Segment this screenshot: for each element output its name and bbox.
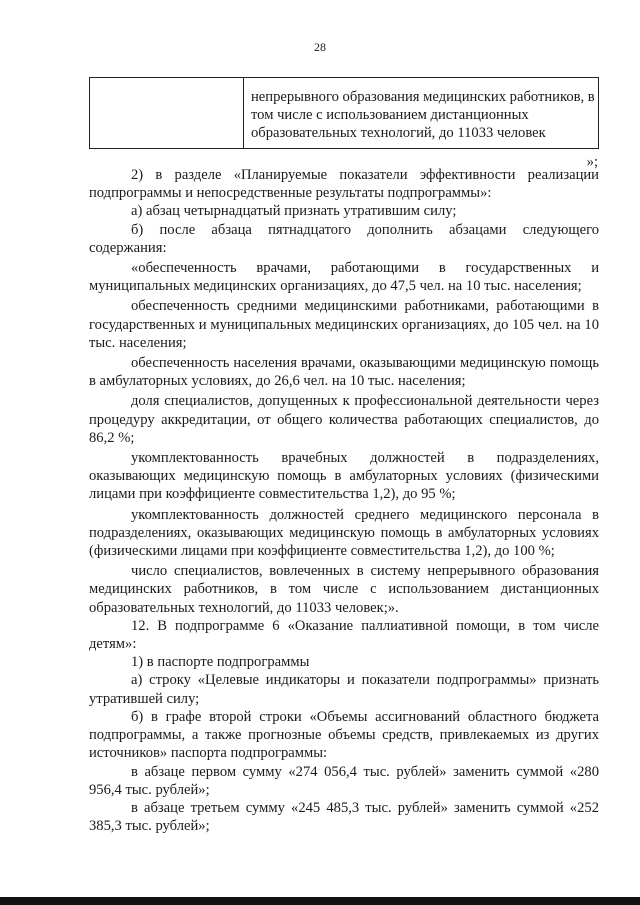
paragraph: в абзаце третьем сумму «245 485,3 тыс. рублей» заменить суммой «252 385,3 тыс. рублей»; [89, 799, 599, 835]
table-cell-text: непрерывного образования медицинских работников, в том числе с использованием дистанционных образовательных технологий, до 11033 человек [251, 89, 595, 141]
page-number: 28 [314, 40, 326, 54]
paragraph: а) абзац четырнадцатый признать утратившим силу; [131, 203, 457, 220]
table-column-divider [243, 78, 244, 148]
paragraph: б) после абзаца пятнадцатого дополнить абзацами следующего содержания: [89, 221, 599, 256]
closing-quote: »; [586, 154, 598, 170]
paragraph: в абзаце первом сумму «274 056,4 тыс. рублей» заменить суммой «280 956,4 тыс. рублей»; [89, 763, 599, 798]
document-body [89, 166, 599, 835]
paragraph: укомплектованность должностей среднего медицинского персонала в подразделениях, оказывающих медицинскую помощь в амбулаторных условиях (физическими лицами при коэффициенте совместительства 1,2), до 100 %; [89, 506, 599, 560]
paragraph: «обеспеченность врачами, работающими в государственных и муниципальных медицинских организациях, до 47,5 чел. на 10 тыс. населения; [89, 260, 599, 295]
paragraph: обеспеченность населения врачами, оказывающими медицинскую помощь в амбулаторных условиях, до 26,6 чел. на 10 тыс. населения; [89, 355, 599, 390]
paragraph: а) строку «Целевые индикаторы и показатели подпрограммы» признать утратившей силу; [89, 672, 599, 707]
indicator-table [89, 77, 599, 149]
paragraph: 2) в разделе «Планируемые показатели эффективности реализации подпрограммы и непосредственные результаты подпрограммы»: [89, 167, 599, 202]
paragraph: обеспеченность средними медицинскими работниками, работающими в государственных и муниципальных медицинских организациях, до 105 чел. на 10 тыс. населения; [89, 298, 599, 351]
paragraph: б) в графе второй строки «Объемы ассигнований областного бюджета подпрограммы, а также прогнозные объемы средств, привлекаемых из других источников» паспорта подпрограммы: [89, 708, 599, 762]
scan-bottom-edge [0, 897, 640, 905]
paragraph: 1) в паспорте подпрограммы [131, 654, 310, 671]
paragraph: укомплектованность врачебных должностей в подразделениях, оказывающих медицинскую помощь в амбулаторных условиях (физическими лицами при коэффициенте совместительства 1,2), до 95 %; [89, 450, 599, 503]
paragraph: доля специалистов, допущенных к профессиональной деятельности через процедуру аккредитации, от общего количества работающих специалистов, до 86,2 %; [89, 393, 599, 446]
paragraph: 12. В подпрограмме 6 «Оказание паллиативной помощи, в том числе детям»: [89, 617, 599, 653]
paragraph: число специалистов, вовлеченных в систему непрерывного образования медицинских работников, в том числе с использованием дистанционных образовательных технологий, до 11033 человек;». [89, 563, 599, 616]
